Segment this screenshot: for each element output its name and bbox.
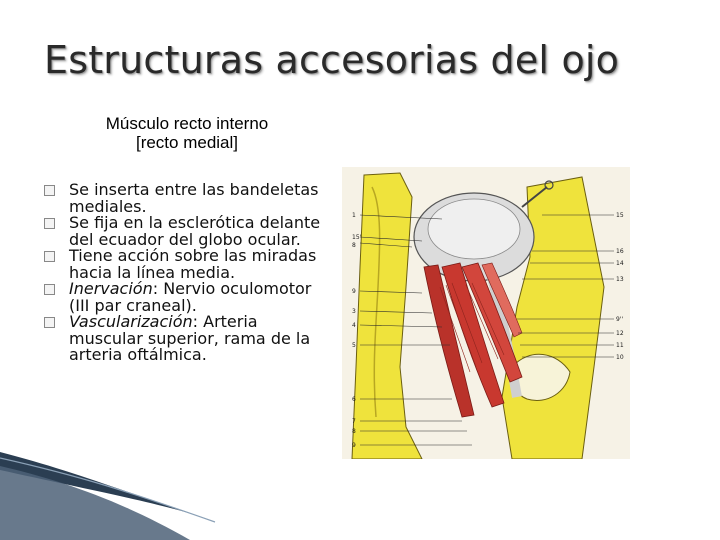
figure-label: 16	[616, 248, 624, 255]
square-bullet-icon	[44, 218, 55, 229]
bullet-label: Inervación	[69, 279, 153, 298]
figure-label: 5	[352, 342, 356, 349]
figure-label: 6	[352, 396, 356, 403]
bullet-item	[44, 215, 326, 248]
slide-title: Estructuras accesorias del ojo	[44, 38, 620, 82]
bullet-text: Tiene acción sobre las miradas hacia la línea media.	[69, 246, 317, 282]
slide-subtitle	[62, 114, 312, 152]
subtitle-line-1: Músculo recto interno	[105, 114, 269, 133]
square-bullet-icon	[44, 284, 55, 295]
square-bullet-icon	[44, 317, 55, 328]
figure-label: 9''	[616, 316, 624, 323]
figure-label: 8	[352, 428, 356, 435]
figure-label: 7	[352, 418, 356, 425]
bullet-item	[44, 182, 326, 215]
figure-label: 13	[616, 276, 624, 283]
subtitle-line-2: [recto medial]	[135, 133, 239, 152]
figure-label: 10	[616, 354, 624, 361]
bullet-text: Se inserta entre las bandeletas mediales.	[69, 180, 319, 216]
figure-label: 4	[352, 322, 356, 329]
figure-label: 15'	[352, 234, 362, 241]
figure-label: 3	[352, 308, 356, 315]
bullet-text: Se fija en la esclerótica delante del ecuador del globo ocular.	[69, 213, 321, 249]
figure-label: 14	[616, 260, 624, 267]
figure-label: 9	[352, 442, 356, 449]
figure-label: 12	[616, 330, 624, 337]
bullet-item	[44, 314, 326, 364]
figure-label: 15	[616, 212, 624, 219]
bullet-item	[44, 281, 326, 314]
figure-label: 1	[352, 212, 356, 219]
square-bullet-icon	[44, 251, 55, 262]
bullet-item	[44, 248, 326, 281]
bullet-label: Vascularización	[69, 312, 193, 331]
figure-label: 9	[352, 288, 356, 295]
bullet-list	[44, 182, 326, 364]
bullet-text: : Arteria muscular superior, rama de la arteria oftálmica.	[69, 312, 311, 364]
figure-label: 11	[616, 342, 624, 349]
bullet-text: : Nervio oculomotor (III par craneal).	[69, 279, 312, 315]
figure-label: 8	[352, 242, 356, 249]
square-bullet-icon	[44, 185, 55, 196]
orbit-drawing	[342, 167, 630, 459]
orbit-anatomy-illustration	[342, 167, 630, 459]
